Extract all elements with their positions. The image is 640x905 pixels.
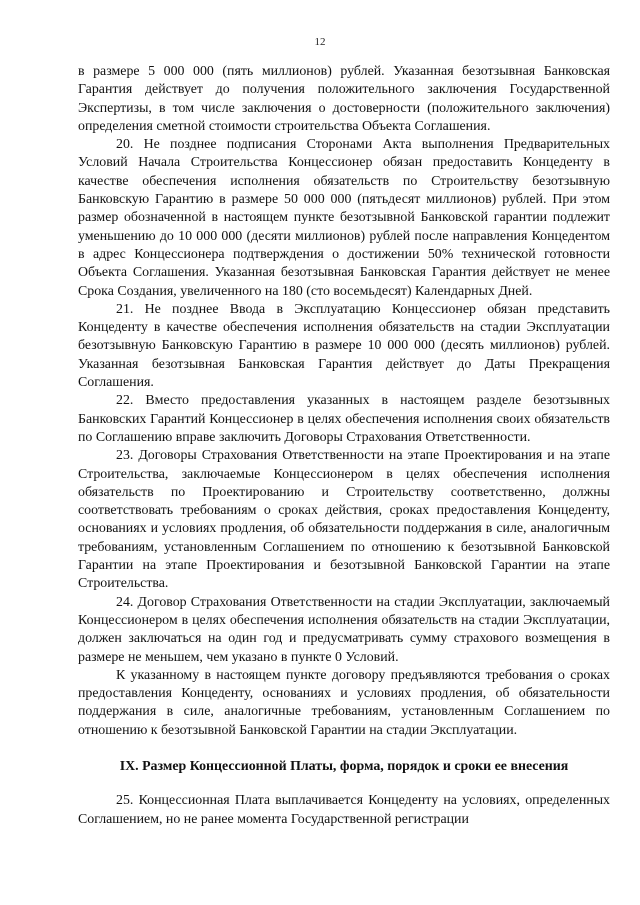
page-number: 12 (314, 36, 326, 48)
paragraph-24: 24. Договор Страхования Ответственности на стадии Эксплуатации, заключаемый Концессионером в целях обеспечения исполнения обязательств на стадии Эксплуатации, должен заключаться на один год и предусматривать сумму страхового возмещения в размере не меньшем, чем указано в пункте 0 Условий. (78, 594, 610, 665)
body-text (78, 63, 610, 829)
paragraph-24-requirements: К указанному в настоящем пункте договору предъявляются требования о сроках предоставления Концеденту, основаниях и условиях продления, об обязательности поддержания в силе, аналогичные требованиям, установленным Соглашением по отношению к безотзывной Банковской Гарантии на стадии Эксплуатации. (78, 667, 610, 738)
paragraph-21: 21. Не позднее Ввода в Эксплуатацию Концессионер обязан представить Концеденту в качестве обеспечения исполнения обязательств на стадии Эксплуатации безотзывную Банковскую Гарантию в размере 10 000 000 (десять миллионов) рублей. Указанная безотзывная Банковская Гарантия действует до Даты Прекращения Соглашения. (78, 301, 610, 391)
paragraph-25: 25. Концессионная Плата выплачивается Концеденту на условиях, определенных Соглашением, но не ранее момента Государственной регистрации (78, 793, 610, 827)
paragraph-continuation: в размере 5 000 000 (пять миллионов) рублей. Указанная безотзывная Банковская Гарантия действует до получения положительного заключения Государственной Экспертизы, в том числе заключения о достоверности (положительного заключения) определения сметной стоимости строительства Объекта Соглашения. (78, 64, 610, 134)
paragraph-20: 20. Не позднее подписания Сторонами Акта выполнения Предварительных Условий Начала Строительства Концессионер обязан предоставить Концеденту в качестве обеспечения исполнения обязательств по Строительству безотзывную Банковскую Гарантию в размере 50 000 000 (пятьдесят миллионов) рублей. При этом размер обозначенной в настоящем пункте безотзывной Банковской гарантии подлежит уменьшению до 10 000 000 (десяти миллионов) рублей после направления Концедентом в адрес Концессионера подтверждения о достижении 50% технической готовности Объекта Соглашения. Указанная безотзывная Банковская Гарантия действует не менее Срока Создания, увеличенного на 180 (сто восемьдесят) Календарных Дней. (78, 137, 610, 299)
paragraph-22: 22. Вместо предоставления указанных в настоящем разделе безотзывных Банковских Гарантий Концессионер в целях обеспечения исполнения своих обязательств по Соглашению вправе заключить Договоры Страхования Ответственности. (78, 393, 610, 445)
section-heading: IX. Размер Концессионной Платы, форма, порядок и сроки ее внесения (119, 758, 569, 774)
paragraph-23: 23. Договоры Страхования Ответственности на этапе Проектирования и на этапе Строительства, заключаемые Концессионером в целях обеспечения исполнения обязательств по Проектированию и Строительству соответственно, должны соответствовать требованиям о сроках действия, сроках предоставления Концеденту, основаниях и условиях продления, об обязательности поддержания в силе, аналогичным требованиям, установленным Соглашением по отношению к безотзывной Банковской Гарантии на этапе Проектирования и безотзывной Банковской Гарантии на этапе Строительства. (78, 448, 610, 592)
